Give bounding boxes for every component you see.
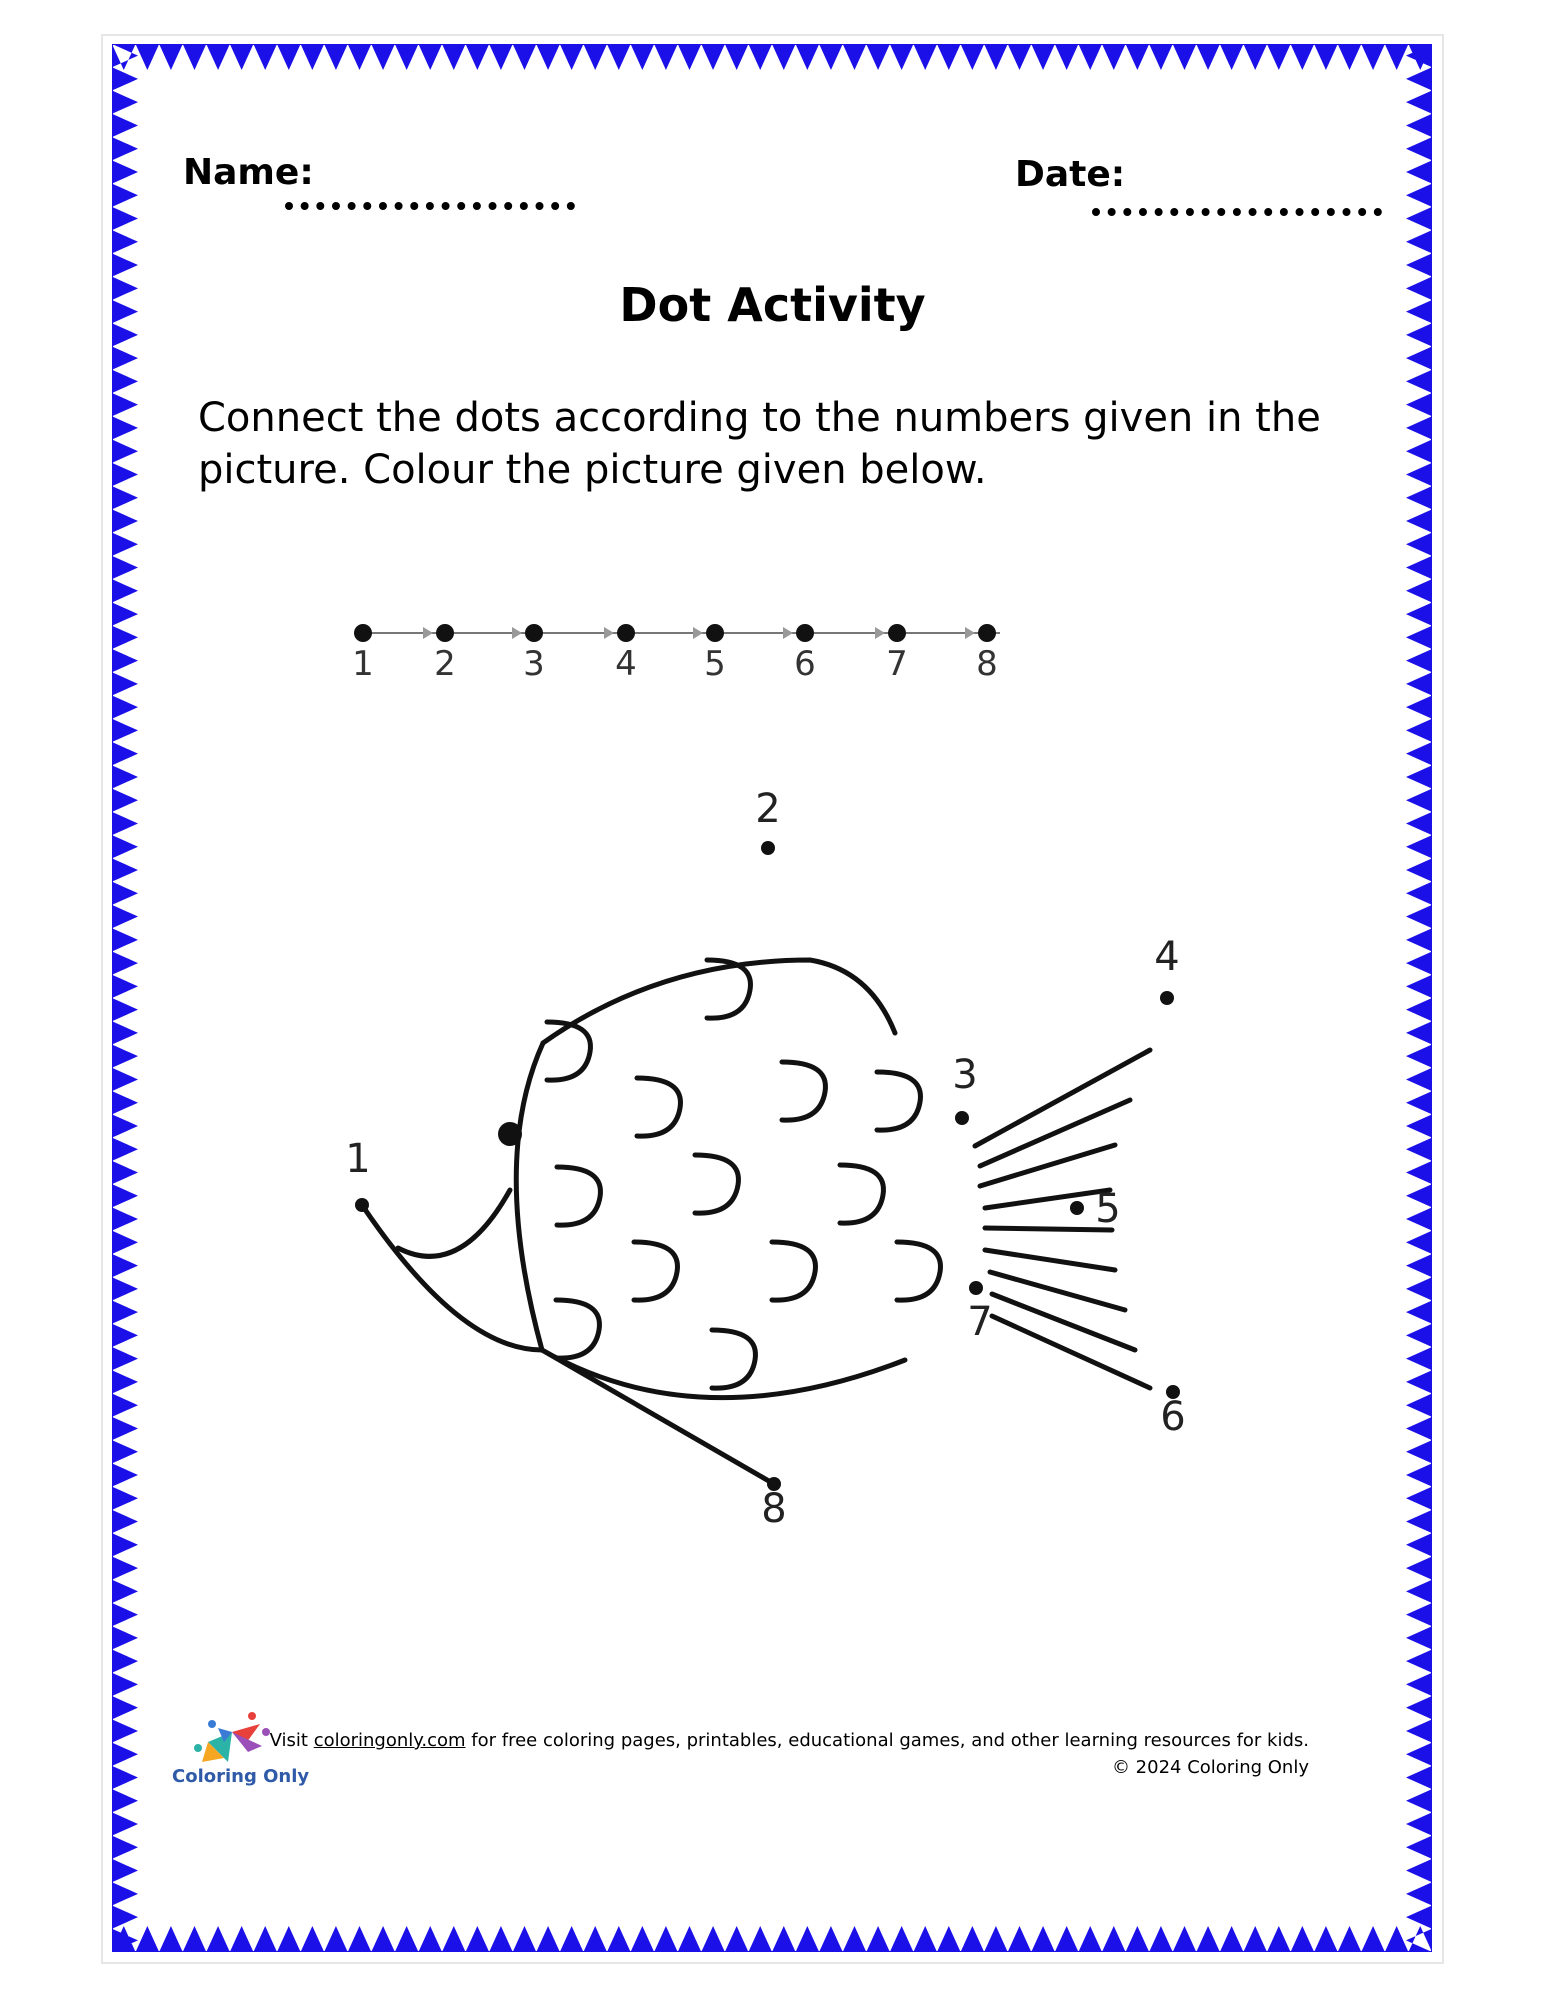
fish-numbered-dots — [345, 786, 1185, 1532]
fish-eye — [498, 1122, 522, 1146]
date-label: Date: — [1015, 154, 1126, 195]
fish-dot-label: 1 — [345, 1136, 371, 1182]
fish-dot — [969, 1281, 983, 1295]
number-line-label: 5 — [704, 644, 726, 684]
logo-text: Coloring Only — [172, 1766, 310, 1787]
number-line-dot — [706, 624, 724, 642]
fish-outline — [362, 960, 905, 1484]
fish-dot — [355, 1198, 369, 1212]
fish-scale — [547, 1022, 590, 1080]
site-link[interactable]: coloringonly.com — [313, 1730, 466, 1751]
fish-dot — [955, 1111, 969, 1125]
fish-belly-curve — [542, 1350, 905, 1398]
number-line-dot — [617, 624, 635, 642]
number-line-arrowhead — [875, 627, 885, 639]
fish-dot-label: 6 — [1160, 1394, 1186, 1440]
footer-visit-prefix: Visit — [269, 1730, 314, 1751]
number-line-arrowhead — [512, 627, 522, 639]
number-line-dot — [978, 624, 996, 642]
worksheet-title: Dot Activity — [619, 278, 926, 332]
number-line-label: 2 — [434, 644, 456, 684]
fish-dot-label: 7 — [967, 1299, 993, 1345]
fish-scale — [557, 1167, 600, 1225]
footer-visit-line — [270, 1727, 1309, 1754]
number-line-dot — [525, 624, 543, 642]
fish-dot-label: 5 — [1095, 1186, 1121, 1232]
name-line[interactable] — [285, 202, 575, 210]
footer-visit-suffix: for free coloring pages, printables, educational games, and other learning resources for kids. — [465, 1730, 1309, 1751]
number-line-arrowhead — [965, 627, 975, 639]
fish-back-curve — [543, 960, 895, 1043]
number-line-arrowhead — [693, 627, 703, 639]
fish-illustration — [280, 560, 1280, 1560]
number-line-arrowhead — [604, 627, 614, 639]
number-line-label: 4 — [615, 644, 637, 684]
fish-scale — [772, 1242, 815, 1300]
number-line-dot — [354, 624, 372, 642]
number-line-label: 7 — [886, 644, 908, 684]
fish-scales — [547, 960, 940, 1388]
footer-text — [270, 1727, 1309, 1781]
fish-dot-label: 8 — [761, 1486, 787, 1532]
name-label: Name: — [183, 152, 314, 193]
fish-mouth — [398, 1190, 510, 1256]
number-line-dot — [436, 624, 454, 642]
fish-gill-curve — [516, 1043, 543, 1350]
fish-scale — [556, 1300, 599, 1358]
number-line-dot — [888, 624, 906, 642]
number-line-label: 3 — [523, 644, 545, 684]
fish-tail-rays — [975, 1050, 1150, 1388]
fish-chin — [362, 1205, 542, 1350]
fish-scale — [782, 1062, 825, 1120]
date-line[interactable] — [1092, 208, 1382, 216]
fish-dot — [1160, 991, 1174, 1005]
fish-dot-label: 3 — [952, 1052, 978, 1098]
fish-scale — [712, 1330, 755, 1388]
fish-belly-line — [542, 1350, 774, 1484]
fish-scale — [637, 1078, 680, 1136]
instruction-text: Connect the dots according to the numbers given in the picture. Colour the picture given below. — [198, 395, 1321, 493]
fish-scale — [840, 1165, 883, 1223]
fish-scale — [695, 1155, 738, 1213]
number-line-label: 1 — [352, 644, 374, 684]
number-line-label: 6 — [794, 644, 816, 684]
fish-dot-label: 2 — [755, 786, 781, 832]
fish-scale — [634, 1242, 677, 1300]
number-line-arrowhead — [423, 627, 433, 639]
fish-dot — [761, 841, 775, 855]
fish-dot-label: 4 — [1154, 934, 1180, 980]
number-line-arrowhead — [783, 627, 793, 639]
fish-scale — [897, 1242, 940, 1300]
number-line-dot — [796, 624, 814, 642]
dot-picture — [280, 560, 1280, 1564]
example-number-line — [352, 624, 1000, 684]
fish-dot — [1070, 1201, 1084, 1215]
copyright: © 2024 Coloring Only — [1111, 1757, 1309, 1778]
number-line-label: 8 — [976, 644, 998, 684]
fish-scale — [877, 1072, 920, 1130]
